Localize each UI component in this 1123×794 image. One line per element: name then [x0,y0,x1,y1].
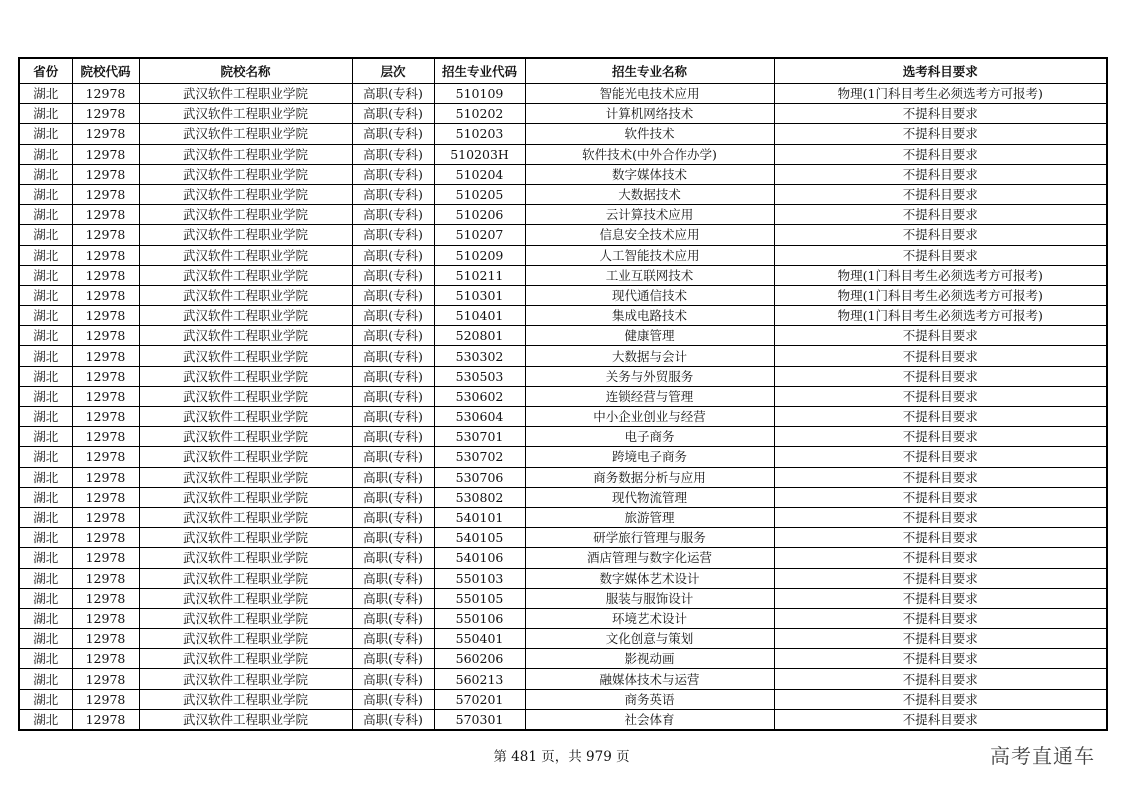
cell-school-code: 12978 [72,507,139,527]
cell-major-name: 跨境电子商务 [525,447,774,467]
cell-subject-req: 物理(1门科目考生必须选考方可报考) [774,84,1107,104]
cell-level: 高职(专科) [352,427,434,447]
cell-level: 高职(专科) [352,407,434,427]
cell-subject-req: 不提科目要求 [774,709,1107,730]
table-row [19,528,1107,548]
cell-school-name: 武汉软件工程职业学院 [139,184,352,204]
cell-school-code: 12978 [72,306,139,326]
cell-major-code: 530706 [434,467,525,487]
cell-province: 湖北 [19,629,72,649]
col-header-major-code: 招生专业代码 [434,58,525,84]
col-header-major-name: 招生专业名称 [525,58,774,84]
cell-major-name: 云计算技术应用 [525,205,774,225]
cell-province: 湖北 [19,164,72,184]
cell-major-code: 530702 [434,447,525,467]
cell-level: 高职(专科) [352,164,434,184]
cell-subject-req: 不提科目要求 [774,225,1107,245]
table-header-row [19,58,1107,84]
cell-major-code: 560206 [434,649,525,669]
cell-school-name: 武汉软件工程职业学院 [139,649,352,669]
cell-major-code: 510209 [434,245,525,265]
table-row [19,568,1107,588]
cell-major-code: 550401 [434,629,525,649]
cell-major-name: 大数据与会计 [525,346,774,366]
cell-province: 湖北 [19,467,72,487]
cell-school-code: 12978 [72,709,139,730]
cell-subject-req: 不提科目要求 [774,124,1107,144]
cell-province: 湖北 [19,144,72,164]
cell-school-name: 武汉软件工程职业学院 [139,84,352,104]
cell-major-code: 530802 [434,487,525,507]
cell-level: 高职(专科) [352,447,434,467]
cell-school-code: 12978 [72,346,139,366]
cell-province: 湖北 [19,124,72,144]
cell-subject-req: 物理(1门科目考生必须选考方可报考) [774,285,1107,305]
cell-school-name: 武汉软件工程职业学院 [139,588,352,608]
table-row [19,144,1107,164]
cell-major-code: 530602 [434,386,525,406]
cell-school-name: 武汉软件工程职业学院 [139,164,352,184]
cell-school-code: 12978 [72,144,139,164]
cell-major-code: 560213 [434,669,525,689]
cell-major-name: 融媒体技术与运营 [525,669,774,689]
cell-major-code: 530604 [434,407,525,427]
cell-school-name: 武汉软件工程职业学院 [139,608,352,628]
cell-school-code: 12978 [72,205,139,225]
cell-subject-req: 不提科目要求 [774,427,1107,447]
cell-school-code: 12978 [72,568,139,588]
cell-major-code: 520801 [434,326,525,346]
cell-level: 高职(专科) [352,104,434,124]
cell-major-code: 540101 [434,507,525,527]
col-header-level: 层次 [352,58,434,84]
cell-province: 湖北 [19,669,72,689]
table-row [19,104,1107,124]
cell-school-name: 武汉软件工程职业学院 [139,689,352,709]
cell-major-code: 510211 [434,265,525,285]
cell-school-name: 武汉软件工程职业学院 [139,326,352,346]
cell-level: 高职(专科) [352,265,434,285]
cell-school-name: 武汉软件工程职业学院 [139,205,352,225]
cell-province: 湖北 [19,306,72,326]
cell-province: 湖北 [19,507,72,527]
cell-province: 湖北 [19,709,72,730]
cell-major-name: 影视动画 [525,649,774,669]
col-header-province: 省份 [19,58,72,84]
cell-major-name: 集成电路技术 [525,306,774,326]
cell-subject-req: 不提科目要求 [774,346,1107,366]
cell-province: 湖北 [19,487,72,507]
cell-school-name: 武汉软件工程职业学院 [139,285,352,305]
cell-major-code: 530701 [434,427,525,447]
cell-major-name: 智能光电技术应用 [525,84,774,104]
cell-subject-req: 不提科目要求 [774,629,1107,649]
cell-level: 高职(专科) [352,507,434,527]
cell-major-code: 550106 [434,608,525,628]
table-row [19,649,1107,669]
cell-level: 高职(专科) [352,144,434,164]
cell-subject-req: 不提科目要求 [774,669,1107,689]
table-row [19,124,1107,144]
cell-level: 高职(专科) [352,326,434,346]
cell-subject-req: 不提科目要求 [774,245,1107,265]
cell-subject-req: 物理(1门科目考生必须选考方可报考) [774,306,1107,326]
table-body [19,84,1107,731]
col-header-subject-req: 选考科目要求 [774,58,1107,84]
cell-subject-req: 不提科目要求 [774,184,1107,204]
table-row [19,689,1107,709]
cell-subject-req: 不提科目要求 [774,386,1107,406]
cell-school-name: 武汉软件工程职业学院 [139,528,352,548]
cell-major-name: 软件技术(中外合作办学) [525,144,774,164]
cell-level: 高职(专科) [352,245,434,265]
cell-subject-req: 不提科目要求 [774,447,1107,467]
table-row [19,386,1107,406]
cell-school-code: 12978 [72,124,139,144]
cell-level: 高职(专科) [352,366,434,386]
table-row [19,164,1107,184]
table-row [19,507,1107,527]
cell-province: 湖北 [19,84,72,104]
cell-major-name: 社会体育 [525,709,774,730]
cell-subject-req: 不提科目要求 [774,144,1107,164]
cell-level: 高职(专科) [352,709,434,730]
cell-major-name: 关务与外贸服务 [525,366,774,386]
cell-subject-req: 不提科目要求 [774,366,1107,386]
cell-school-code: 12978 [72,669,139,689]
table-row [19,669,1107,689]
cell-province: 湖北 [19,366,72,386]
cell-school-code: 12978 [72,447,139,467]
cell-province: 湖北 [19,689,72,709]
table-row [19,629,1107,649]
table-row [19,326,1107,346]
cell-school-name: 武汉软件工程职业学院 [139,467,352,487]
cell-province: 湖北 [19,407,72,427]
cell-school-code: 12978 [72,265,139,285]
cell-level: 高职(专科) [352,669,434,689]
cell-school-code: 12978 [72,84,139,104]
cell-subject-req: 物理(1门科目考生必须选考方可报考) [774,265,1107,285]
cell-province: 湖北 [19,184,72,204]
cell-province: 湖北 [19,346,72,366]
cell-level: 高职(专科) [352,84,434,104]
cell-major-name: 计算机网络技术 [525,104,774,124]
cell-subject-req: 不提科目要求 [774,104,1107,124]
cell-school-name: 武汉软件工程职业学院 [139,427,352,447]
cell-major-name: 连锁经营与管理 [525,386,774,406]
cell-school-code: 12978 [72,164,139,184]
cell-level: 高职(专科) [352,608,434,628]
table-row [19,205,1107,225]
table-row [19,467,1107,487]
cell-major-code: 510207 [434,225,525,245]
cell-major-code: 510301 [434,285,525,305]
cell-level: 高职(专科) [352,548,434,568]
cell-major-name: 文化创意与策划 [525,629,774,649]
table-row [19,184,1107,204]
cell-subject-req: 不提科目要求 [774,588,1107,608]
cell-school-code: 12978 [72,407,139,427]
cell-major-name: 商务英语 [525,689,774,709]
cell-school-name: 武汉软件工程职业学院 [139,629,352,649]
cell-province: 湖北 [19,245,72,265]
cell-major-code: 550103 [434,568,525,588]
cell-school-name: 武汉软件工程职业学院 [139,104,352,124]
table-row [19,265,1107,285]
cell-subject-req: 不提科目要求 [774,649,1107,669]
cell-school-name: 武汉软件工程职业学院 [139,306,352,326]
cell-level: 高职(专科) [352,386,434,406]
cell-major-code: 510206 [434,205,525,225]
cell-province: 湖北 [19,447,72,467]
cell-major-code: 550105 [434,588,525,608]
table-row [19,245,1107,265]
cell-school-code: 12978 [72,285,139,305]
cell-major-name: 数字媒体技术 [525,164,774,184]
cell-major-name: 服装与服饰设计 [525,588,774,608]
cell-school-code: 12978 [72,689,139,709]
cell-school-code: 12978 [72,366,139,386]
cell-subject-req: 不提科目要求 [774,467,1107,487]
cell-school-code: 12978 [72,245,139,265]
cell-subject-req: 不提科目要求 [774,568,1107,588]
cell-subject-req: 不提科目要求 [774,548,1107,568]
table-row [19,588,1107,608]
cell-level: 高职(专科) [352,306,434,326]
cell-major-code: 510109 [434,84,525,104]
cell-level: 高职(专科) [352,346,434,366]
cell-major-name: 电子商务 [525,427,774,447]
cell-province: 湖北 [19,104,72,124]
cell-major-name: 现代通信技术 [525,285,774,305]
cell-school-code: 12978 [72,528,139,548]
table-row [19,487,1107,507]
cell-school-name: 武汉软件工程职业学院 [139,366,352,386]
table-row [19,346,1107,366]
cell-school-name: 武汉软件工程职业学院 [139,265,352,285]
cell-school-code: 12978 [72,588,139,608]
cell-school-code: 12978 [72,104,139,124]
cell-school-code: 12978 [72,629,139,649]
cell-province: 湖北 [19,205,72,225]
cell-subject-req: 不提科目要求 [774,326,1107,346]
cell-school-name: 武汉软件工程职业学院 [139,144,352,164]
cell-level: 高职(专科) [352,124,434,144]
cell-subject-req: 不提科目要求 [774,205,1107,225]
cell-school-name: 武汉软件工程职业学院 [139,245,352,265]
cell-school-code: 12978 [72,386,139,406]
cell-subject-req: 不提科目要求 [774,407,1107,427]
table-row [19,709,1107,730]
cell-major-name: 人工智能技术应用 [525,245,774,265]
cell-level: 高职(专科) [352,568,434,588]
cell-subject-req: 不提科目要求 [774,487,1107,507]
cell-major-code: 570301 [434,709,525,730]
cell-major-name: 数字媒体艺术设计 [525,568,774,588]
cell-major-name: 商务数据分析与应用 [525,467,774,487]
cell-level: 高职(专科) [352,184,434,204]
cell-province: 湖北 [19,649,72,669]
cell-major-code: 510205 [434,184,525,204]
cell-school-code: 12978 [72,467,139,487]
cell-school-name: 武汉软件工程职业学院 [139,669,352,689]
cell-school-code: 12978 [72,225,139,245]
cell-school-code: 12978 [72,427,139,447]
cell-school-name: 武汉软件工程职业学院 [139,447,352,467]
page-footer: 第 481 页，共 979 页 [493,749,630,765]
cell-major-code: 530302 [434,346,525,366]
col-header-school-code: 院校代码 [72,58,139,84]
cell-major-name: 信息安全技术应用 [525,225,774,245]
cell-major-code: 510202 [434,104,525,124]
cell-province: 湖北 [19,225,72,245]
cell-level: 高职(专科) [352,588,434,608]
cell-school-name: 武汉软件工程职业学院 [139,124,352,144]
cell-major-name: 研学旅行管理与服务 [525,528,774,548]
cell-major-name: 环境艺术设计 [525,608,774,628]
cell-major-name: 健康管理 [525,326,774,346]
cell-major-code: 540106 [434,548,525,568]
cell-major-code: 510203H [434,144,525,164]
cell-province: 湖北 [19,265,72,285]
table-row [19,366,1107,386]
cell-school-name: 武汉软件工程职业学院 [139,548,352,568]
cell-province: 湖北 [19,568,72,588]
cell-major-name: 酒店管理与数字化运营 [525,548,774,568]
cell-level: 高职(专科) [352,225,434,245]
cell-province: 湖北 [19,326,72,346]
cell-province: 湖北 [19,528,72,548]
cell-major-code: 540105 [434,528,525,548]
col-header-school-name: 院校名称 [139,58,352,84]
cell-level: 高职(专科) [352,528,434,548]
table-row [19,427,1107,447]
cell-school-name: 武汉软件工程职业学院 [139,407,352,427]
cell-school-code: 12978 [72,487,139,507]
cell-level: 高职(专科) [352,285,434,305]
cell-level: 高职(专科) [352,649,434,669]
table-row [19,407,1107,427]
cell-major-name: 中小企业创业与经营 [525,407,774,427]
cell-major-name: 大数据技术 [525,184,774,204]
cell-subject-req: 不提科目要求 [774,528,1107,548]
cell-province: 湖北 [19,588,72,608]
cell-level: 高职(专科) [352,205,434,225]
cell-major-code: 510204 [434,164,525,184]
table-row [19,608,1107,628]
cell-school-code: 12978 [72,649,139,669]
table-row [19,548,1107,568]
cell-school-name: 武汉软件工程职业学院 [139,346,352,366]
cell-school-code: 12978 [72,548,139,568]
watermark: 高考直通车 [990,744,1095,768]
cell-province: 湖北 [19,608,72,628]
cell-school-code: 12978 [72,326,139,346]
cell-subject-req: 不提科目要求 [774,507,1107,527]
cell-school-name: 武汉软件工程职业学院 [139,225,352,245]
cell-school-name: 武汉软件工程职业学院 [139,507,352,527]
cell-level: 高职(专科) [352,467,434,487]
table-row [19,285,1107,305]
cell-major-name: 旅游管理 [525,507,774,527]
cell-school-name: 武汉软件工程职业学院 [139,487,352,507]
table-row [19,84,1107,104]
table-row [19,447,1107,467]
cell-major-code: 510401 [434,306,525,326]
cell-major-name: 工业互联网技术 [525,265,774,285]
cell-major-code: 510203 [434,124,525,144]
cell-province: 湖北 [19,427,72,447]
cell-level: 高职(专科) [352,487,434,507]
cell-school-name: 武汉软件工程职业学院 [139,568,352,588]
cell-school-code: 12978 [72,608,139,628]
cell-level: 高职(专科) [352,629,434,649]
cell-school-name: 武汉软件工程职业学院 [139,709,352,730]
cell-subject-req: 不提科目要求 [774,164,1107,184]
cell-subject-req: 不提科目要求 [774,608,1107,628]
table-row [19,306,1107,326]
cell-major-name: 现代物流管理 [525,487,774,507]
cell-major-code: 530503 [434,366,525,386]
cell-major-name: 软件技术 [525,124,774,144]
cell-school-code: 12978 [72,184,139,204]
cell-province: 湖北 [19,548,72,568]
table-row [19,225,1107,245]
cell-major-code: 570201 [434,689,525,709]
cell-province: 湖北 [19,386,72,406]
cell-school-name: 武汉软件工程职业学院 [139,386,352,406]
cell-level: 高职(专科) [352,689,434,709]
admission-table [18,57,1108,731]
cell-province: 湖北 [19,285,72,305]
cell-subject-req: 不提科目要求 [774,689,1107,709]
